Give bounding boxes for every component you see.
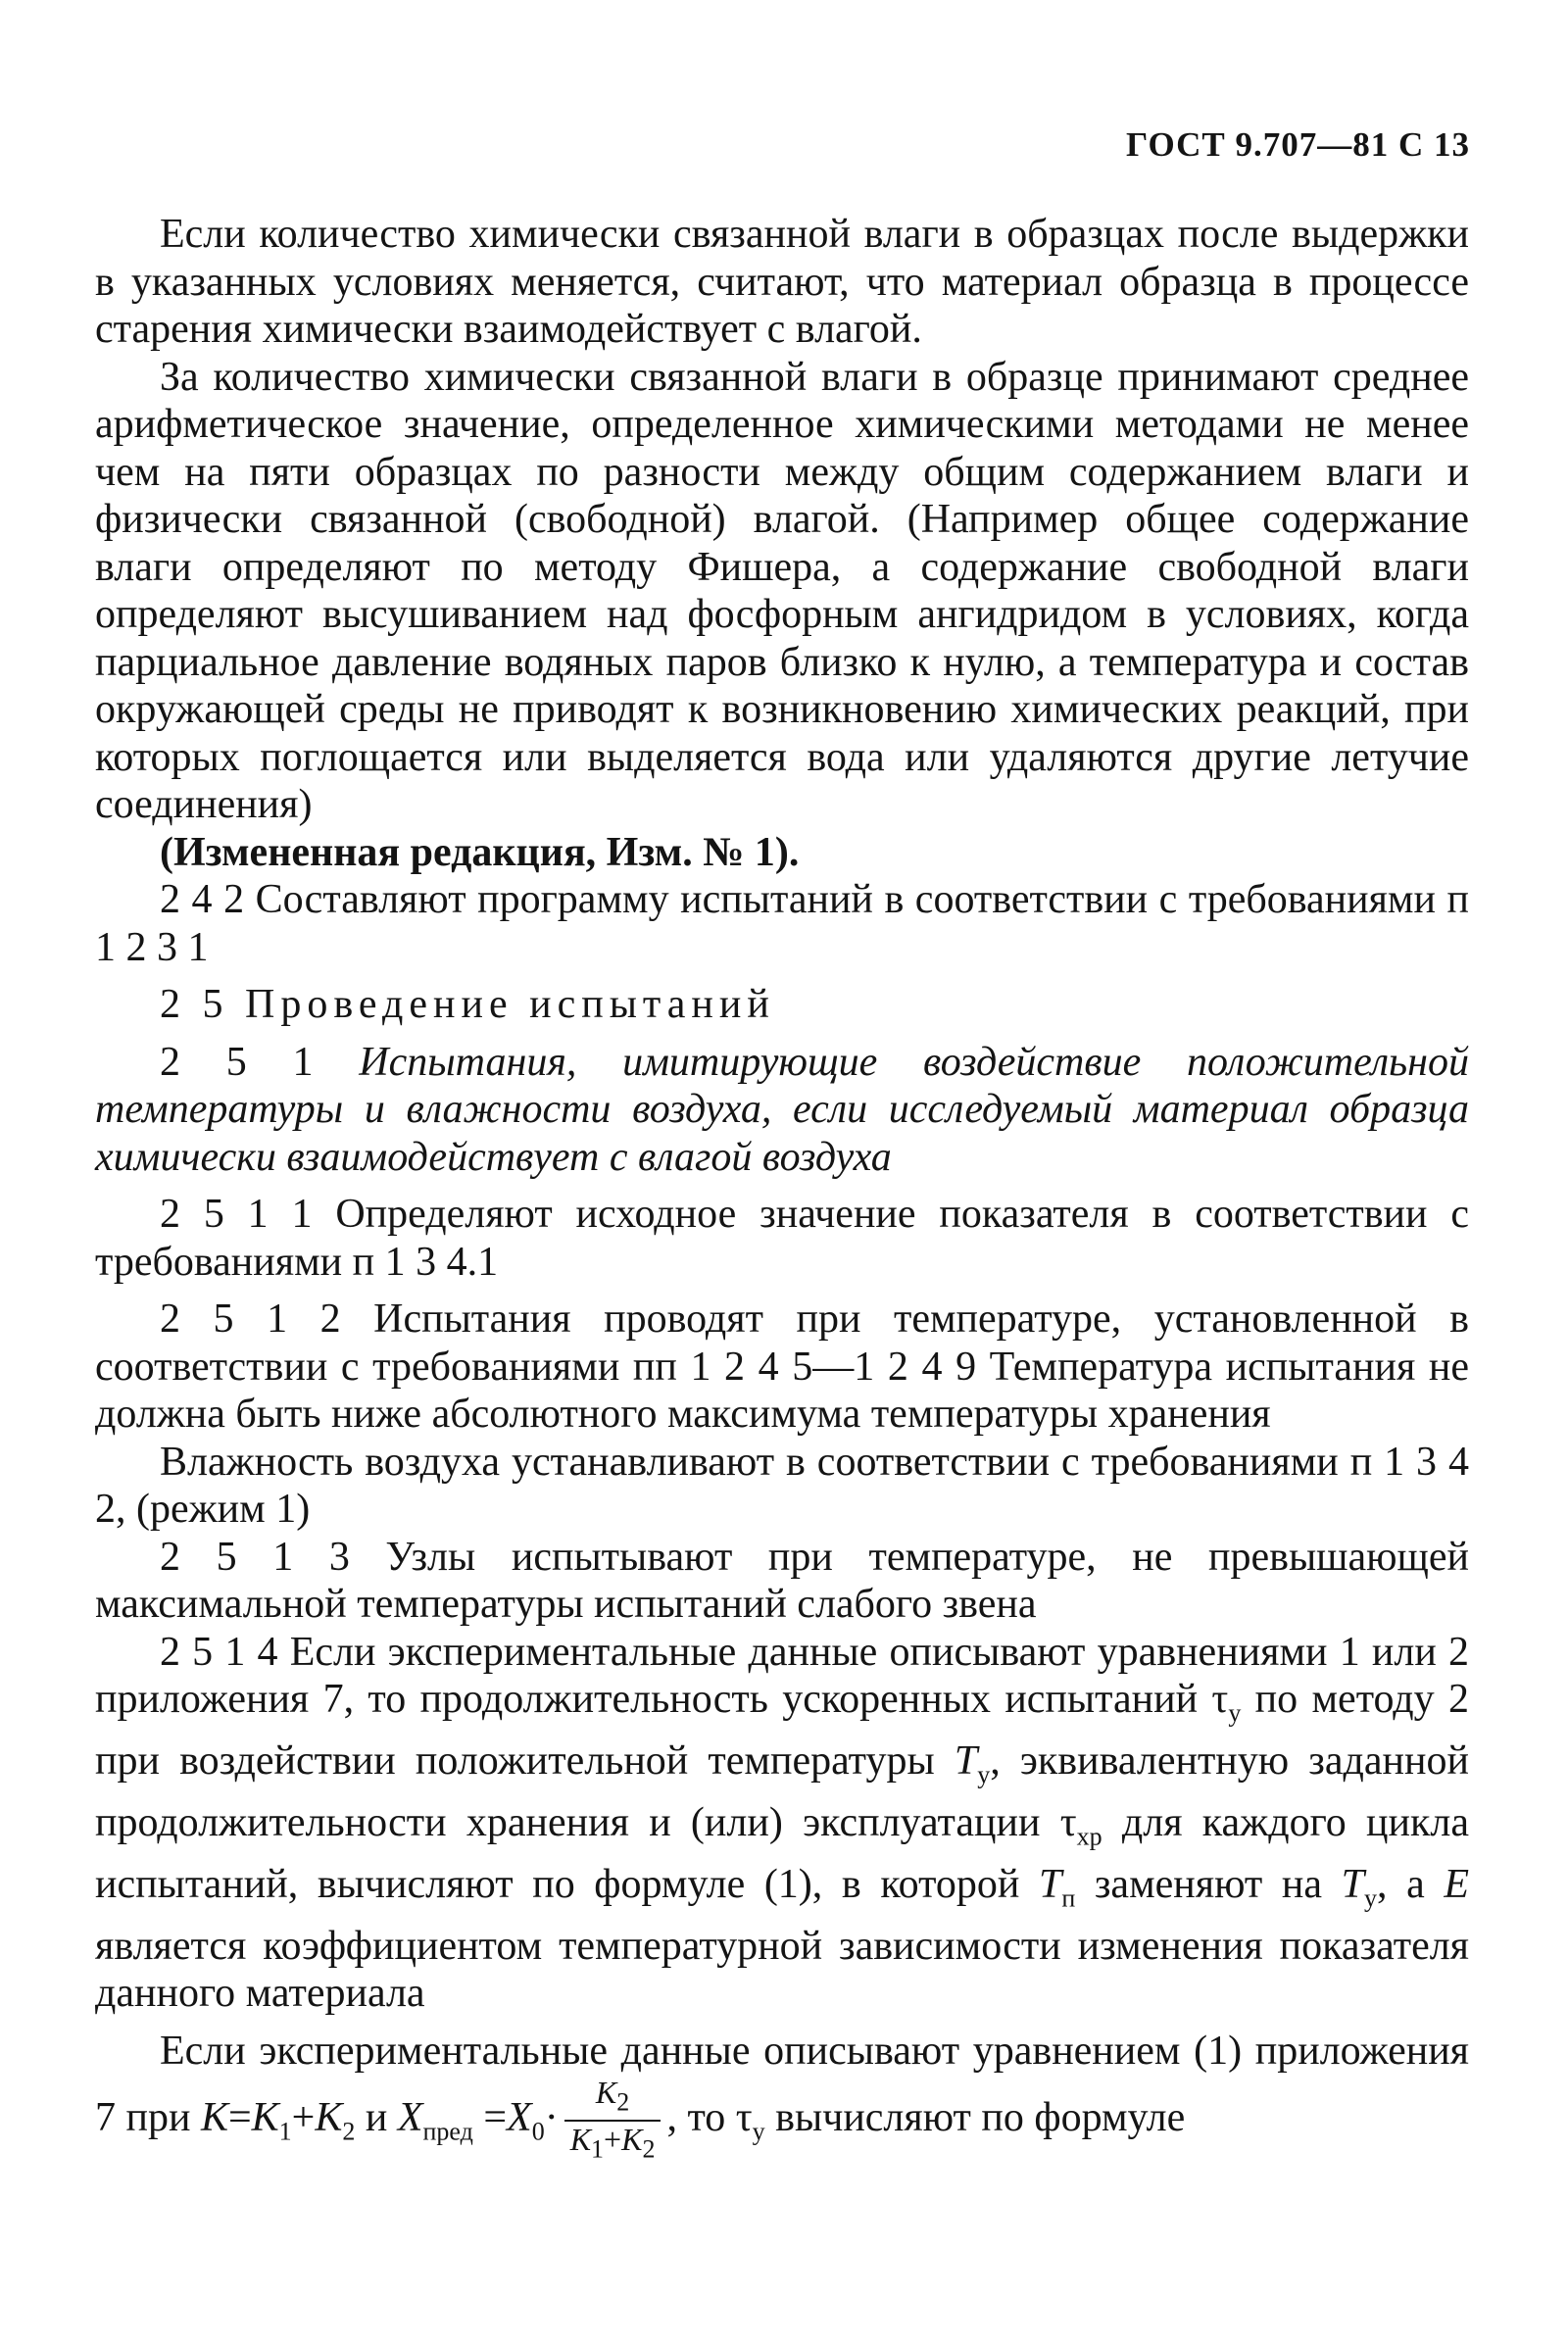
clause-number: 2 5 1 — [160, 1039, 314, 1085]
paragraph-humidity: Влажность воздуха устанавливают в соответствии с требованиями п 1 3 4 2, (режим 1) — [95, 1439, 1469, 1532]
page-header: ГОСТ 9.707—81 С 13 — [1126, 125, 1470, 164]
document-body — [95, 211, 1469, 2168]
paragraph-chemical-moisture-change: Если количество химически связанной влаги в образцах после выдержки в указанных условиях меняется, считают, что материал образца в процессе старения химически взаимодействует с влагой. — [95, 212, 1469, 352]
formula-fraction: $\frac{K_2}{K_1+K_2}$ — [564, 2075, 662, 2168]
paragraph-2-5-1-3: 2 5 1 3 Узлы испытывают при температуре, не превышающей максимальной температуры испытаний слабого звена — [95, 1534, 1469, 1627]
paragraph-2-5-1-2: 2 5 1 2 Испытания проводят при температуре, установленной в соответствии с требованиями пп 1 2 4 5—1 2 4 9 Температура испытания не должна быть ниже абсолютного максимума температуры хранения — [95, 1296, 1469, 1437]
paragraph-2-5-1-4: 2 5 1 4 Если экспериментальные данные описывают уравнениями 1 или 2 приложения 7, то продолжительность ускоренных испытаний $\tau_у$ по методу 2 при воздействии положительной температуры $T_у$, эквивалентную заданной продолжительности хранения и (или) эксплуатации $\tau_{хр}$ для каждого цикла испытаний, вычисляют по формуле (1), в которой $T_п$ заменяют на $T_у$, а E является коэффициентом температурной зависимости изменения показателя данного материала — [95, 1629, 1470, 2017]
clause-title: Испытания, имитирующие воздействие положительной температуры и влажности воздуха, если исследуемый материал образца химически взаимодействует с влагой воздуха — [95, 1039, 1469, 1180]
revision-note: (Измененная редакция, Изм. № 1). — [160, 829, 800, 875]
paragraph-2-5-1 — [95, 1039, 1469, 1182]
section-heading-2-5: 2 5 Проведение испытаний — [160, 982, 775, 1027]
paragraph-2-5-1-1: 2 5 1 1 Определяют исходное значение показателя в соответствии с требованиями п 1 3 4.1 — [95, 1192, 1469, 1285]
paragraph-moisture-quantity: За количество химически связанной влаги в образце принимают среднее арифметическое значение, определенное химическими методами не менее чем на пяти образцах по разности между общим содержанием влаги и физически связанной (свободной) влагой. (Например общее содержание влаги определяют по методу Фишера, а содержание свободной влаги определяют высушиванием над фосфорным ангидридом в условиях, когда парциальное давление водяных паров близко к нулю, а температура и состав окружающей среды не приводят к возникновению химических реакций, при которых поглощается или выделяется вода или удаляются другие летучие соединения) — [95, 354, 1469, 827]
paragraph-formula-intro: Если экспериментальные данные описывают уравнением (1) приложения 7 при $K=K_1+K_2$ и $X_{пред} =X_0\cdot$ $\frac{K_2}{K_1+K_2}$ , то $\tau_у$ вычисляют по формуле — [95, 2028, 1469, 2168]
paragraph-2-4-2: 2 4 2 Составляют программу испытаний в соответствии с требованиями п 1 2 3 1 — [95, 877, 1469, 970]
